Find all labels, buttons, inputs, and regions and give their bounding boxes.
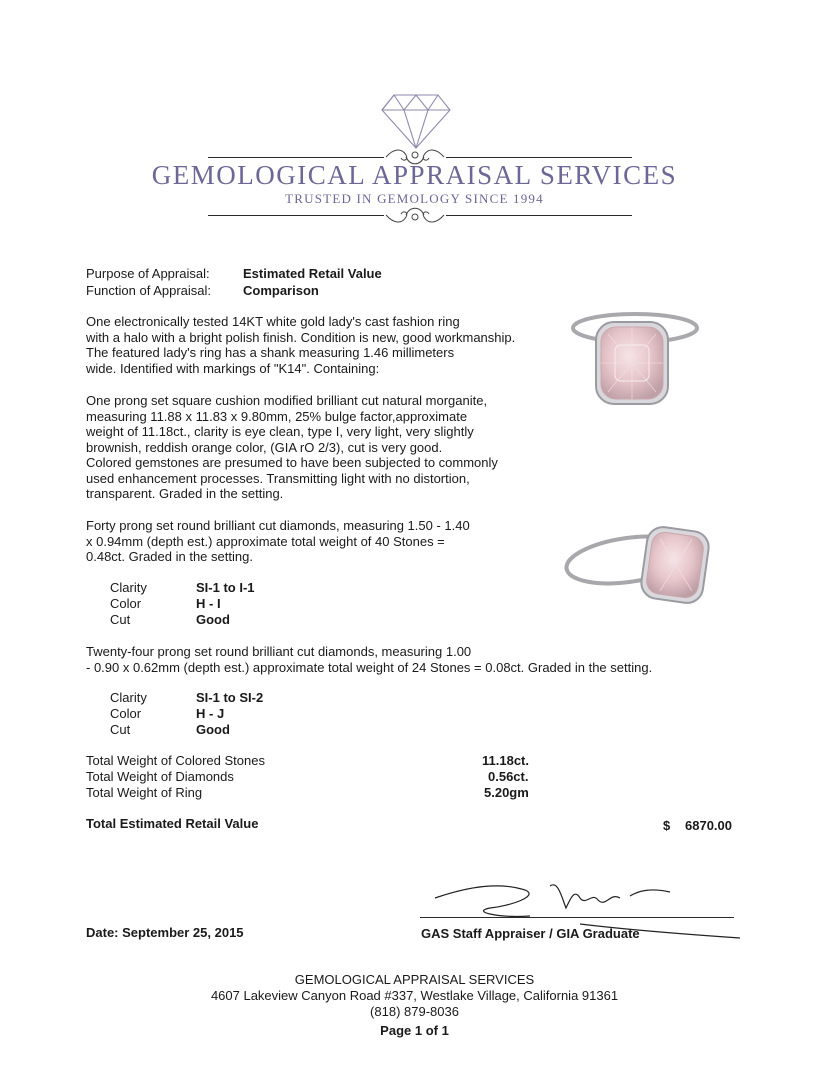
desc-line: with a halo with a bright polish finish. Condition is new, good workmanship. (86, 329, 516, 345)
grade-label: Clarity (110, 690, 147, 705)
diamonds-description-2 (86, 644, 686, 675)
total-retail-label: Total Estimated Retail Value (86, 816, 259, 831)
desc-line: Twenty-four prong set round brilliant cut diamonds, measuring 1.00 (86, 644, 472, 659)
total-ring-value: 5.20gm (484, 785, 529, 800)
grade-value: Good (196, 612, 230, 627)
grade-value: Good (196, 722, 230, 737)
desc-line: - 0.90 x 0.62mm (depth est.) approximate total weight of 24 Stones = 0.08ct. Graded in the setting. (86, 659, 653, 675)
total-ring-label: Total Weight of Ring (86, 785, 203, 800)
desc-line: Colored gemstones are presumed to have been subjected to commonly (86, 455, 498, 470)
appraiser-title: GAS Staff Appraiser / GIA Graduate (421, 926, 640, 941)
diamonds-description-1 (86, 518, 556, 565)
grade-value: H - J (196, 706, 225, 721)
header-top-rule-right (446, 157, 632, 158)
grade-value: SI-1 to I-1 (196, 580, 255, 595)
grade-label: Color (110, 596, 142, 611)
purpose-label: Purpose of Appraisal: (86, 266, 210, 281)
ring-photo-top-view (560, 300, 710, 415)
grading-table-1 (110, 580, 255, 628)
grade-label: Cut (110, 612, 131, 627)
company-title: GEMOLOGICAL APPRAISAL SERVICES (151, 160, 678, 190)
total-diamonds-label: Total Weight of Diamonds (86, 769, 234, 784)
grade-label: Cut (110, 722, 131, 737)
footer-company: GEMOLOGICAL APPRAISAL SERVICES (294, 972, 535, 987)
grading-table-2 (110, 690, 263, 738)
morganite-description (86, 393, 556, 502)
total-diamonds-value: 0.56ct. (488, 769, 529, 784)
total-retail-value: 6870.00 (685, 818, 732, 833)
desc-line: brownish, reddish orange color, (GIA rO 2/3), cut is very good. (86, 439, 443, 455)
grade-value: H - I (196, 596, 221, 611)
desc-line: The featured lady's ring has a shank measuring 1.46 millimeters (86, 345, 455, 360)
desc-line: weight of 11.18ct., clarity is eye clean, type I, very light, very slightly (86, 424, 474, 439)
ring-description (86, 314, 556, 376)
function-value: Comparison (243, 283, 319, 298)
desc-line: Forty prong set round brilliant cut diamonds, measuring 1.50 - 1.40 (86, 518, 470, 533)
desc-line: transparent. Graded in the setting. (86, 486, 284, 501)
purpose-value: Estimated Retail Value (243, 266, 382, 281)
currency-symbol: $ (663, 818, 671, 833)
desc-line: x 0.94mm (depth est.) approximate total weight of 40 Stones = (86, 533, 445, 549)
flourish-ornament-icon (384, 204, 446, 226)
desc-line: One prong set square cushion modified brilliant cut natural morganite, (86, 393, 488, 408)
company-tagline: TRUSTED IN GEMOLOGY SINCE 1994 (285, 191, 544, 206)
total-colored-value: 11.18ct. (482, 753, 529, 768)
total-colored-label: Total Weight of Colored Stones (86, 753, 265, 768)
function-label: Function of Appraisal: (86, 283, 212, 298)
footer-phone: (818) 879-8036 (370, 1004, 459, 1019)
diamond-logo-icon (380, 92, 452, 150)
grade-value: SI-1 to SI-2 (196, 690, 264, 705)
grade-label: Color (110, 706, 142, 721)
header-bottom-rule (208, 215, 384, 216)
desc-line: wide. Identified with markings of "K14". Containing: (86, 360, 380, 376)
footer-address: 4607 Lakeview Canyon Road #337, Westlake Village, California 91361 (210, 988, 619, 1003)
desc-line: One electronically tested 14KT white gold lady's cast fashion ring (86, 314, 460, 329)
signature-line (420, 917, 734, 918)
ring-photo-side-view (560, 515, 720, 615)
desc-line: used enhancement processes. Transmitting light with no distortion, (86, 470, 470, 486)
desc-line: 0.48ct. Graded in the setting. (86, 549, 253, 564)
grade-label: Clarity (110, 580, 147, 595)
desc-line: measuring 11.88 x 11.83 x 9.80mm, 25% bulge factor,approximate (86, 408, 468, 424)
appraisal-date: Date: September 25, 2015 (86, 925, 244, 940)
page-number: Page 1 of 1 (380, 1023, 449, 1038)
header-top-rule (208, 157, 384, 158)
header-bottom-rule-right (446, 215, 632, 216)
